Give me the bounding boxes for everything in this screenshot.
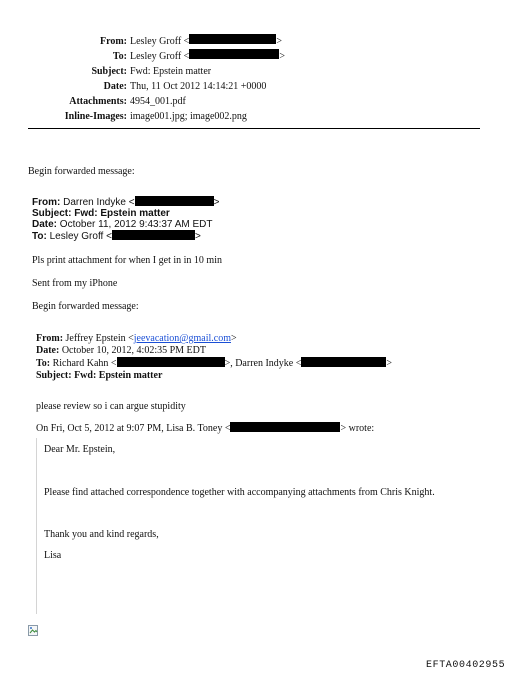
header-date-row: [28, 79, 285, 94]
print-request-line: Pls print attachment for when I get in in 10 min: [32, 255, 222, 266]
fwd2-to-mid: >, Darren Indyke <: [224, 358, 302, 369]
redaction-box: [301, 357, 386, 367]
header-subject-label: Subject:: [91, 66, 127, 77]
header-from-label: From:: [99, 36, 127, 47]
redaction-box: [112, 230, 195, 240]
header-to-label: To:: [112, 51, 127, 62]
header-subject-value: Fwd: Epstein matter: [130, 66, 212, 77]
broken-image-icon: [28, 625, 39, 637]
quote-bar: [36, 438, 37, 614]
header-attachments-row: [28, 94, 285, 109]
email-header: [28, 34, 285, 124]
header-date-label: Date:: [103, 81, 127, 92]
header-to-suffix: >: [279, 51, 285, 62]
quote-signature: Lisa: [44, 550, 62, 561]
fwd2-date-row: [36, 345, 392, 357]
fwd1-from-label: From:: [32, 197, 61, 208]
redaction-box: [189, 49, 279, 59]
fwd2-from-row: [36, 333, 392, 345]
fwd1-subject-value: Fwd: Epstein matter: [74, 208, 170, 219]
header-attachments-value: 4954_001.pdf: [130, 96, 186, 107]
fwd2-date-label: Date:: [36, 345, 60, 356]
quote-greeting: Dear Mr. Epstein,: [44, 444, 116, 455]
redaction-box: [189, 34, 276, 44]
on-fri-suffix: > wrote:: [340, 423, 375, 434]
redaction-box: [117, 357, 225, 367]
sent-from-iphone: Sent from my iPhone: [32, 278, 118, 289]
fwd1-to-value: Lesley Groff <: [49, 231, 112, 242]
fwd1-from-value: Darren Indyke <: [63, 197, 135, 208]
fwd1-subject-label: Subject:: [32, 208, 72, 219]
header-subject-row: [28, 64, 285, 79]
fwd2-to-suffix: >: [386, 358, 393, 369]
fwd2-subject-row: [36, 370, 392, 382]
fwd1-to-label: To:: [32, 231, 47, 242]
fwd2-date-value: October 10, 2012, 4:02:35 PM EDT: [61, 345, 206, 356]
on-fri-prefix: On Fri, Oct 5, 2012 at 9:07 PM, Lisa B. Toney <: [36, 423, 231, 434]
header-from-value: Lesley Groff <: [130, 36, 190, 47]
redaction-box: [230, 422, 340, 432]
fwd1-from-suffix: >: [213, 197, 220, 208]
fwd1-date-value: October 11, 2012 9:43:37 AM EDT: [59, 219, 213, 230]
fwd2-to-label: To:: [36, 358, 51, 369]
fwd1-from-row: [32, 196, 219, 208]
header-divider: [28, 128, 480, 129]
header-inline-images-row: [28, 109, 285, 124]
bates-number: EFTA00402955: [426, 660, 506, 671]
header-attachments-label: Attachments:: [69, 96, 127, 107]
header-date-value: Thu, 11 Oct 2012 14:14:21 +0000: [130, 81, 267, 92]
header-to-row: [28, 49, 285, 64]
header-inline-images-value: image001.jpg; image002.png: [130, 111, 247, 122]
header-from-row: [28, 34, 285, 49]
fwd2-from-value: Jeffrey Epstein <: [65, 333, 134, 344]
fwd2-to-row: [36, 357, 392, 370]
forwarded-header-1: [32, 196, 219, 242]
begin-forwarded-message-1: Begin forwarded message:: [28, 166, 135, 177]
fwd2-subject-label: Subject:: [36, 370, 72, 381]
quote-paragraph: Please find attached correspondence together with accompanying attachments from Chris Knight.: [44, 487, 435, 498]
fwd2-from-suffix: >: [230, 333, 237, 344]
on-fri-wrote-line: [36, 422, 374, 434]
redaction-box: [135, 196, 214, 206]
fwd1-to-suffix: >: [194, 231, 201, 242]
fwd2-from-email-link[interactable]: jeevacation@gmail.com: [133, 333, 231, 344]
fwd2-subject-value: Fwd: Epstein matter: [74, 370, 163, 381]
fwd1-subject-row: [32, 208, 219, 219]
fwd1-date-label: Date:: [32, 219, 58, 230]
fwd1-to-row: [32, 230, 219, 242]
header-to-value: Lesley Groff <: [130, 51, 190, 62]
header-inline-images-label: Inline-Images:: [64, 111, 127, 122]
begin-forwarded-message-2: Begin forwarded message:: [32, 301, 139, 312]
fwd2-from-label: From:: [36, 333, 64, 344]
header-from-suffix: >: [276, 36, 282, 47]
quote-thanks: Thank you and kind regards,: [44, 529, 159, 540]
fwd1-date-row: [32, 219, 219, 230]
forwarded-header-2: [36, 333, 392, 382]
fwd2-to-value: Richard Kahn <: [52, 358, 117, 369]
review-line: please review so i can argue stupidity: [36, 401, 186, 412]
